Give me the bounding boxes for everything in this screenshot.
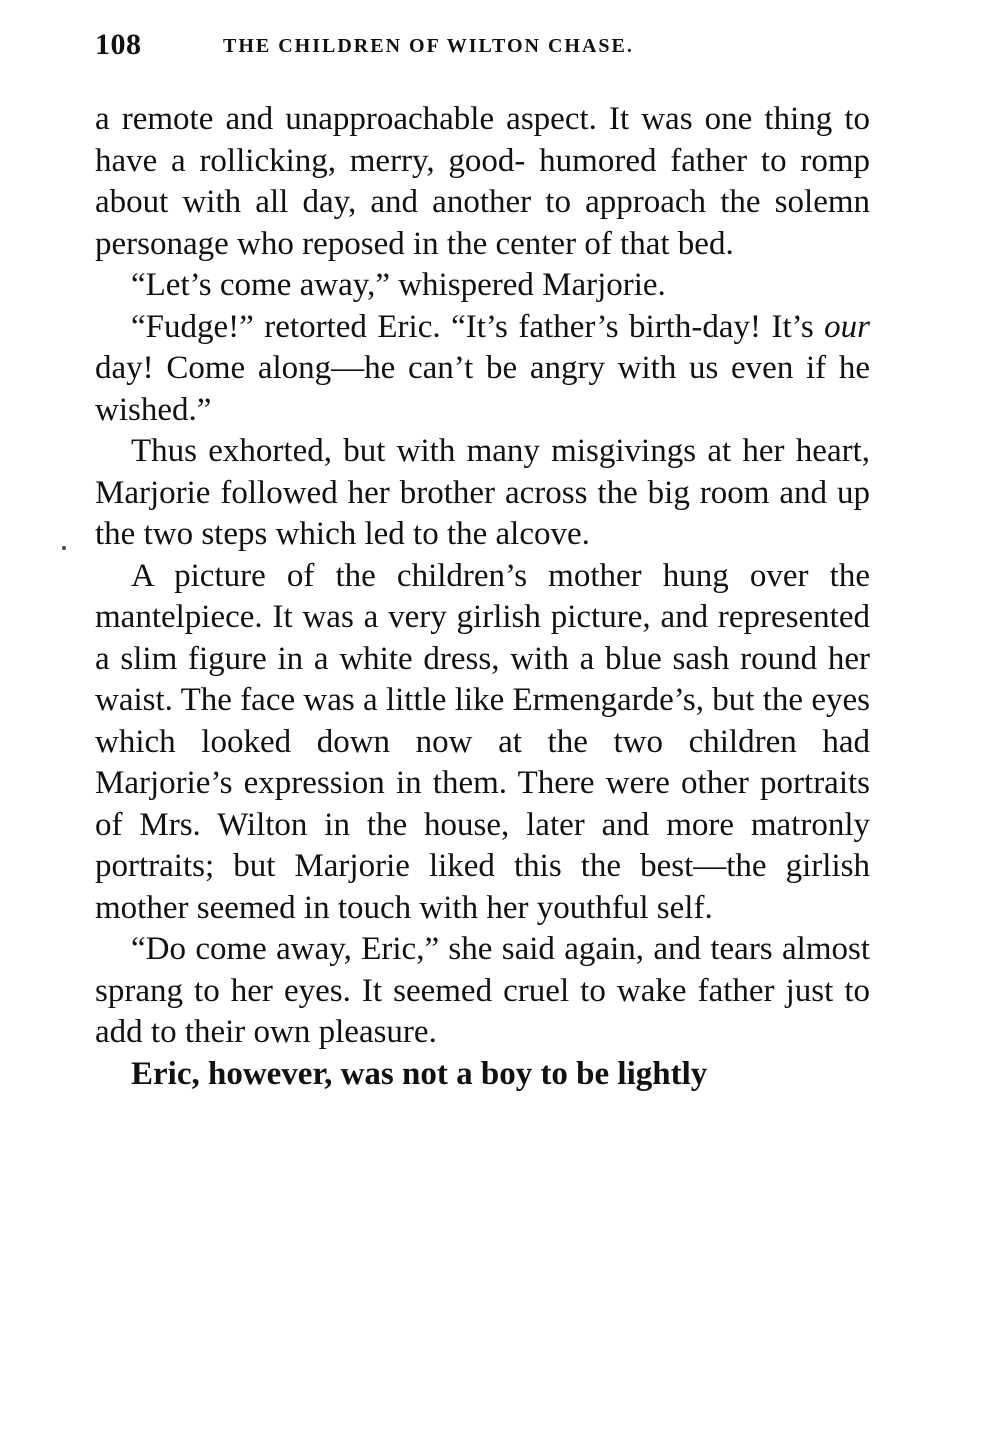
paragraph-line: tears almost sprang to her eyes. It seemed: [95, 931, 870, 1009]
italic-word: our: [824, 308, 870, 345]
paragraph-line: portraits of Mrs. Wilton in the house, later and: [95, 765, 871, 843]
paragraph-line: who reposed in the center of that bed.: [237, 225, 734, 262]
paragraph-line: Thus exhorted, but with many misgivings: [131, 433, 697, 469]
paragraph-line: a little like Ermengarde’s, but the eyes which: [95, 682, 871, 760]
paragraph-line: cruel to wake father just to add to their own: [95, 972, 870, 1050]
paragraph-line: looked down now at the two children had: [201, 723, 870, 760]
paragraph-1: [95, 99, 870, 265]
paragraph-line: the alcove.: [446, 516, 590, 552]
paragraph-text: “Fudge!” retorted Eric. “It’s father’s birth-day! It’s: [131, 308, 825, 345]
paragraph-text: day! Come along—he can’t be angry with us even if he wished.”: [95, 350, 870, 428]
paragraph-line: and represented a slim figure in a white dress,: [95, 599, 870, 677]
running-header: [95, 28, 875, 68]
paragraph-line: A picture of the children’s mother hung over: [131, 557, 809, 594]
running-title: THE CHILDREN OF WILTON CHASE.: [223, 35, 634, 57]
paragraph-line: at her heart, Marjorie followed her brother across: [95, 433, 870, 511]
paragraph-line: the mantelpiece. It was a very girlish picture,: [95, 557, 870, 635]
paragraph-line: the best—the girlish mother seemed in touch with: [95, 848, 870, 926]
paragraph-line: her youthful self.: [486, 889, 713, 926]
paragraph-line: with a blue sash round her waist. The face was: [95, 640, 871, 718]
paragraph-line: Marjorie’s expression in them. There were other: [95, 765, 749, 801]
paragraph-4: [95, 431, 870, 556]
paragraph-line: pleasure.: [318, 1014, 437, 1050]
paragraph-line: Eric, however, was not a boy to be lightly: [131, 1055, 708, 1092]
paragraph-line: “Let’s come away,” whispered Marjorie.: [131, 267, 666, 303]
paragraph-3: [95, 307, 870, 432]
paragraph-line: humored father to romp about with all day,: [95, 142, 870, 220]
margin-mark: [62, 546, 66, 550]
paragraph-2: [95, 265, 870, 307]
paragraph-line: “Do come away, Eric,” she said again, and: [131, 931, 701, 967]
paragraph-line: and another to approach the solemn personage: [95, 184, 871, 262]
paragraph-5: [95, 556, 870, 930]
paragraph-line: the big room and up the two steps which led to: [95, 474, 870, 552]
paragraph-7: [95, 1054, 870, 1096]
paragraph-line: a remote and unapproachable aspect. It was: [95, 101, 693, 137]
paragraph-line: one thing to have a rollicking, merry, good-: [95, 101, 870, 179]
page-body: [95, 99, 870, 1095]
paragraph-line: more matronly portraits; but Marjorie liked this: [95, 806, 871, 884]
page-number: 108: [95, 28, 142, 61]
paragraph-6: [95, 929, 870, 1054]
